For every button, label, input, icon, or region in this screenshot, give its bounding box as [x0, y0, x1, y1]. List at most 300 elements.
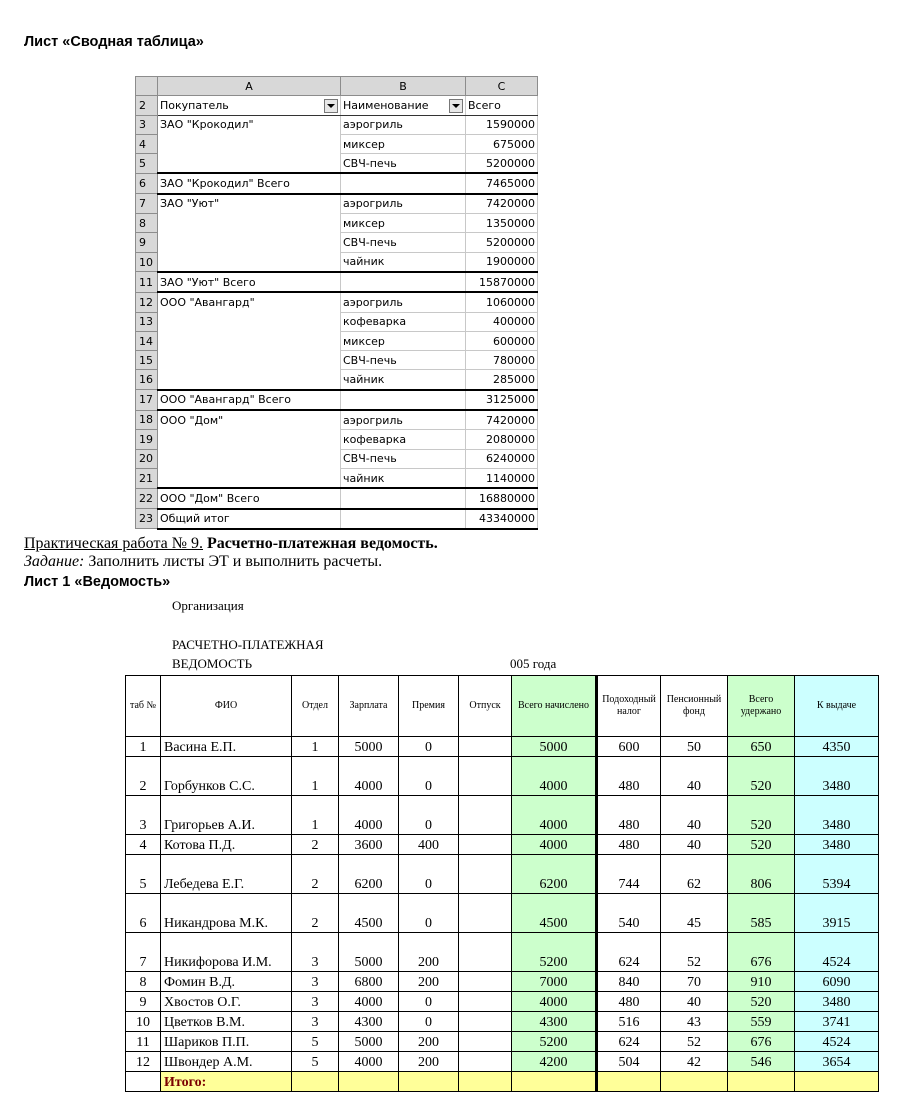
cell-zarplata[interactable]: 4000	[339, 757, 399, 796]
total-cell[interactable]	[512, 1072, 597, 1092]
cell-vsego-nachisleno[interactable]: 7000	[512, 972, 597, 992]
field-naimenovanie[interactable]	[341, 96, 466, 115]
cell-vsego[interactable]: 400000	[466, 312, 538, 331]
vedomost-title-line2: ВЕДОМОСТЬ	[172, 656, 253, 671]
cell-k-vydache[interactable]: 3741	[795, 1012, 879, 1032]
cell-k-vydache[interactable]: 4524	[795, 933, 879, 972]
cell-otpusk[interactable]	[459, 992, 512, 1012]
total-cell[interactable]	[661, 1072, 728, 1092]
pivot-row	[136, 449, 538, 468]
cell-premia[interactable]: 0	[399, 796, 459, 835]
cell-fio[interactable]: Лебедева Е.Г.	[161, 855, 292, 894]
pivot-row	[136, 331, 538, 350]
cell-pokupatel[interactable]	[158, 370, 341, 390]
cell-k-vydache[interactable]: 3480	[795, 835, 879, 855]
cell-vsego[interactable]: 43340000	[466, 509, 538, 529]
header-vsego-nachisleno[interactable]: Всего начислено	[512, 676, 597, 737]
cell-naimenovanie[interactable]: СВЧ-печь	[341, 449, 466, 468]
cell-tab[interactable]: 8	[126, 972, 161, 992]
cell-fio[interactable]: Фомин В.Д.	[161, 972, 292, 992]
cell-otdel[interactable]: 2	[292, 855, 339, 894]
total-cell[interactable]	[728, 1072, 795, 1092]
cell-zarplata[interactable]: 4000	[339, 1052, 399, 1072]
cell-vsego[interactable]: 600000	[466, 331, 538, 350]
field-vsego[interactable]: Всего	[466, 96, 538, 115]
cell-nalog[interactable]: 744	[597, 855, 661, 894]
cell-k-vydache[interactable]: 5394	[795, 855, 879, 894]
vedomost-row	[126, 1012, 879, 1032]
sheet-heading-pivot: Лист «Сводная таблица»	[24, 34, 204, 50]
cell-nalog[interactable]: 480	[597, 757, 661, 796]
row-number[interactable]: 15	[136, 351, 158, 370]
pivot-row	[136, 370, 538, 390]
row-number[interactable]: 19	[136, 430, 158, 449]
vedomost-row	[126, 1052, 879, 1072]
header-k-vydache[interactable]: К выдаче	[795, 676, 879, 737]
cell-vsego[interactable]: 2080000	[466, 430, 538, 449]
cell-nalog[interactable]: 624	[597, 1032, 661, 1052]
cell-vsego-uderzhano[interactable]: 520	[728, 757, 795, 796]
pivot-row	[136, 252, 538, 272]
header-fio[interactable]: ФИО	[161, 676, 292, 737]
cell-pokupatel[interactable]: ЗАО "Крокодил"	[158, 115, 341, 134]
pivot-row	[136, 312, 538, 331]
cell-otdel[interactable]: 1	[292, 796, 339, 835]
vedomost-row	[126, 933, 879, 972]
cell-vsego[interactable]: 16880000	[466, 488, 538, 508]
row-number[interactable]: 2	[136, 96, 158, 115]
dropdown-arrow-icon[interactable]	[324, 99, 338, 113]
cell-nalog[interactable]: 480	[597, 796, 661, 835]
corner-cell[interactable]	[136, 77, 158, 96]
cell-otpusk[interactable]	[459, 855, 512, 894]
cell-vsego-uderzhano[interactable]: 910	[728, 972, 795, 992]
header-tab[interactable]: таб №	[126, 676, 161, 737]
cell-premia[interactable]: 0	[399, 992, 459, 1012]
cell-pokupatel[interactable]: ЗАО "Уют"	[158, 194, 341, 214]
cell-pokupatel[interactable]	[158, 252, 341, 272]
cell-otdel[interactable]: 5	[292, 1052, 339, 1072]
row-number[interactable]: 11	[136, 272, 158, 292]
cell-k-vydache[interactable]: 4350	[795, 737, 879, 757]
cell-k-vydache[interactable]: 3480	[795, 796, 879, 835]
cell-vsego[interactable]: 3125000	[466, 390, 538, 410]
cell-vsego-nachisleno[interactable]: 6200	[512, 855, 597, 894]
cell-vsego-nachisleno[interactable]: 4300	[512, 1012, 597, 1032]
cell-pokupatel[interactable]	[158, 214, 341, 233]
header-nalog[interactable]: Подоходный налог	[597, 676, 661, 737]
pivot-row	[136, 410, 538, 430]
cell-vsego-nachisleno[interactable]: 5200	[512, 933, 597, 972]
cell-vsego[interactable]: 1350000	[466, 214, 538, 233]
cell-nalog[interactable]: 624	[597, 933, 661, 972]
cell-naimenovanie[interactable]	[341, 509, 466, 529]
cell-vsego[interactable]: 285000	[466, 370, 538, 390]
row-number[interactable]: 18	[136, 410, 158, 430]
cell-vsego[interactable]: 5200000	[466, 233, 538, 252]
cell-tab[interactable]: 11	[126, 1032, 161, 1052]
vedomost-row	[126, 972, 879, 992]
cell-otpusk[interactable]	[459, 1032, 512, 1052]
cell-naimenovanie[interactable]: аэрогриль	[341, 194, 466, 214]
pivot-row	[136, 154, 538, 174]
cell-tab[interactable]: 6	[126, 894, 161, 933]
cell-vsego-uderzhano[interactable]: 520	[728, 992, 795, 1012]
cell-vsego-uderzhano[interactable]: 546	[728, 1052, 795, 1072]
vedomost-row	[126, 796, 879, 835]
total-cell[interactable]	[597, 1072, 661, 1092]
col-header-a[interactable]: A	[158, 77, 341, 96]
cell-zarplata[interactable]: 5000	[339, 1032, 399, 1052]
cell-otpusk[interactable]	[459, 972, 512, 992]
cell-k-vydache[interactable]: 6090	[795, 972, 879, 992]
vedomost-table	[125, 675, 879, 1092]
cell-naimenovanie[interactable]: чайник	[341, 252, 466, 272]
cell-premia[interactable]: 0	[399, 757, 459, 796]
pivot-row	[136, 233, 538, 252]
cell-vsego[interactable]: 1590000	[466, 115, 538, 134]
vedomost-row	[126, 835, 879, 855]
row-number[interactable]: 5	[136, 154, 158, 174]
total-cell[interactable]	[292, 1072, 339, 1092]
row-number[interactable]: 8	[136, 214, 158, 233]
cell-pensionny-fond[interactable]: 40	[661, 992, 728, 1012]
cell-nalog[interactable]: 540	[597, 894, 661, 933]
cell-naimenovanie[interactable]: чайник	[341, 468, 466, 488]
cell-pensionny-fond[interactable]: 70	[661, 972, 728, 992]
row-number[interactable]: 9	[136, 233, 158, 252]
cell-naimenovanie[interactable]: кофеварка	[341, 430, 466, 449]
cell-vsego[interactable]: 6240000	[466, 449, 538, 468]
cell-otdel[interactable]: 5	[292, 1032, 339, 1052]
cell-vsego[interactable]: 5200000	[466, 154, 538, 174]
cell-vsego-nachisleno[interactable]: 4000	[512, 757, 597, 796]
row-number[interactable]: 10	[136, 252, 158, 272]
practical-work-task	[24, 553, 382, 571]
cell-naimenovanie[interactable]	[341, 488, 466, 508]
cell-pokupatel[interactable]	[158, 134, 341, 153]
cell-vsego[interactable]: 7420000	[466, 410, 538, 430]
cell-otdel[interactable]: 1	[292, 737, 339, 757]
cell-pokupatel[interactable]: ООО "Авангард"	[158, 292, 341, 312]
pivot-row	[136, 292, 538, 312]
cell-tab[interactable]: 10	[126, 1012, 161, 1032]
cell-fio[interactable]: Котова П.Д.	[161, 835, 292, 855]
cell-nalog[interactable]: 480	[597, 835, 661, 855]
cell-pensionny-fond[interactable]: 52	[661, 1032, 728, 1052]
cell-pokupatel[interactable]	[158, 312, 341, 331]
pivot-table	[135, 76, 538, 530]
vedomost-row	[126, 737, 879, 757]
field-label: Покупатель	[160, 98, 229, 112]
row-number[interactable]: 12	[136, 292, 158, 312]
cell-vsego-uderzhano[interactable]: 585	[728, 894, 795, 933]
cell-pensionny-fond[interactable]: 52	[661, 933, 728, 972]
header-vsego-uderzhano[interactable]: Всего удержано	[728, 676, 795, 737]
cell-naimenovanie[interactable]: чайник	[341, 370, 466, 390]
cell-vsego-uderzhano[interactable]: 806	[728, 855, 795, 894]
cell-pokupatel[interactable]: Общий итог	[158, 509, 341, 529]
cell-tab[interactable]: 2	[126, 757, 161, 796]
cell-nalog[interactable]: 480	[597, 992, 661, 1012]
cell-vsego-nachisleno[interactable]: 4000	[512, 796, 597, 835]
cell-pokupatel[interactable]	[158, 430, 341, 449]
row-number[interactable]: 3	[136, 115, 158, 134]
task-text: Заполнить листы ЭТ и выполнить расчеты.	[84, 553, 383, 570]
cell-pensionny-fond[interactable]: 50	[661, 737, 728, 757]
row-number[interactable]: 22	[136, 488, 158, 508]
cell-vsego-uderzhano[interactable]: 650	[728, 737, 795, 757]
cell-pensionny-fond[interactable]: 40	[661, 796, 728, 835]
header-pensionny-fond[interactable]: Пенсионный фонд	[661, 676, 728, 737]
total-cell[interactable]	[399, 1072, 459, 1092]
cell-otdel[interactable]: 2	[292, 894, 339, 933]
col-header-b[interactable]: B	[341, 77, 466, 96]
cell-tab[interactable]: 9	[126, 992, 161, 1012]
cell-naimenovanie[interactable]	[341, 390, 466, 410]
total-cell[interactable]	[339, 1072, 399, 1092]
organization-label: Организация	[172, 598, 244, 613]
practical-work-name: Расчетно-платежная ведомость.	[203, 535, 438, 552]
practical-work-number: Практическая работа № 9.	[24, 535, 203, 552]
cell-naimenovanie[interactable]	[341, 173, 466, 193]
vedomost-row	[126, 757, 879, 796]
cell-tab[interactable]	[126, 1072, 161, 1092]
cell-tab[interactable]: 12	[126, 1052, 161, 1072]
row-number[interactable]: 21	[136, 468, 158, 488]
cell-naimenovanie[interactable]: аэрогриль	[341, 292, 466, 312]
cell-vsego-uderzhano[interactable]: 520	[728, 835, 795, 855]
cell-zarplata[interactable]: 5000	[339, 933, 399, 972]
row-number[interactable]: 4	[136, 134, 158, 153]
row-number[interactable]: 20	[136, 449, 158, 468]
total-cell[interactable]	[459, 1072, 512, 1092]
cell-tab[interactable]: 3	[126, 796, 161, 835]
cell-pensionny-fond[interactable]: 43	[661, 1012, 728, 1032]
cell-vsego[interactable]: 15870000	[466, 272, 538, 292]
cell-nalog[interactable]: 600	[597, 737, 661, 757]
row-number[interactable]: 13	[136, 312, 158, 331]
cell-fio[interactable]: Швондер А.М.	[161, 1052, 292, 1072]
cell-premia[interactable]: 0	[399, 737, 459, 757]
header-zarplata[interactable]: Зарплата	[339, 676, 399, 737]
cell-vsego[interactable]: 7465000	[466, 173, 538, 193]
cell-nalog[interactable]: 840	[597, 972, 661, 992]
cell-pensionny-fond[interactable]: 40	[661, 835, 728, 855]
cell-premia[interactable]: 0	[399, 855, 459, 894]
cell-vsego[interactable]: 7420000	[466, 194, 538, 214]
cell-naimenovanie[interactable]: кофеварка	[341, 312, 466, 331]
vedomost-row	[126, 992, 879, 1012]
cell-fio[interactable]: Никандрова М.К.	[161, 894, 292, 933]
cell-fio[interactable]: Хвостов О.Г.	[161, 992, 292, 1012]
cell-k-vydache[interactable]: 3480	[795, 992, 879, 1012]
vedomost-row	[126, 855, 879, 894]
pivot-row	[136, 272, 538, 292]
cell-premia[interactable]: 200	[399, 1052, 459, 1072]
cell-vsego-nachisleno[interactable]: 5200	[512, 1032, 597, 1052]
cell-pokupatel[interactable]	[158, 351, 341, 370]
cell-fio[interactable]: Никифорова И.М.	[161, 933, 292, 972]
cell-pokupatel[interactable]	[158, 468, 341, 488]
cell-otdel[interactable]: 3	[292, 992, 339, 1012]
cell-tab[interactable]: 4	[126, 835, 161, 855]
cell-otpusk[interactable]	[459, 894, 512, 933]
row-number[interactable]: 16	[136, 370, 158, 390]
pivot-row	[136, 488, 538, 508]
cell-naimenovanie[interactable]: миксер	[341, 331, 466, 350]
cell-zarplata[interactable]: 6200	[339, 855, 399, 894]
cell-zarplata[interactable]: 3600	[339, 835, 399, 855]
cell-vsego-nachisleno[interactable]: 4000	[512, 835, 597, 855]
total-label: Итого:	[161, 1072, 292, 1092]
cell-otdel[interactable]: 3	[292, 972, 339, 992]
cell-pokupatel[interactable]	[158, 449, 341, 468]
cell-otpusk[interactable]	[459, 1052, 512, 1072]
cell-otpusk[interactable]	[459, 796, 512, 835]
cell-otpusk[interactable]	[459, 835, 512, 855]
vedomost-year: 005 года	[510, 656, 557, 671]
pivot-row	[136, 509, 538, 529]
vedomost-title-line1: РАСЧЕТНО-ПЛАТЕЖНАЯ	[172, 637, 324, 652]
cell-vsego[interactable]: 1900000	[466, 252, 538, 272]
cell-otdel[interactable]: 2	[292, 835, 339, 855]
cell-pokupatel[interactable]: ООО "Дом" Всего	[158, 488, 341, 508]
cell-otpusk[interactable]	[459, 757, 512, 796]
row-number[interactable]: 6	[136, 173, 158, 193]
cell-otdel[interactable]: 3	[292, 1012, 339, 1032]
cell-otpusk[interactable]	[459, 1012, 512, 1032]
cell-pokupatel[interactable]	[158, 154, 341, 174]
cell-pensionny-fond[interactable]: 62	[661, 855, 728, 894]
pivot-header-row	[136, 96, 538, 115]
cell-pokupatel[interactable]: ЗАО "Уют" Всего	[158, 272, 341, 292]
cell-premia[interactable]: 200	[399, 1032, 459, 1052]
cell-otpusk[interactable]	[459, 737, 512, 757]
cell-premia[interactable]: 200	[399, 933, 459, 972]
cell-naimenovanie[interactable]: аэрогриль	[341, 115, 466, 134]
cell-tab[interactable]: 1	[126, 737, 161, 757]
cell-fio[interactable]: Горбунков С.С.	[161, 757, 292, 796]
cell-zarplata[interactable]: 4000	[339, 992, 399, 1012]
cell-pokupatel[interactable]: ООО "Авангард" Всего	[158, 390, 341, 410]
row-number[interactable]: 17	[136, 390, 158, 410]
cell-premia[interactable]: 0	[399, 1012, 459, 1032]
field-pokupatel[interactable]	[158, 96, 341, 115]
total-cell[interactable]	[795, 1072, 879, 1092]
cell-naimenovanie[interactable]: СВЧ-печь	[341, 233, 466, 252]
row-number[interactable]: 7	[136, 194, 158, 214]
vedomost-row	[126, 1032, 879, 1052]
cell-k-vydache[interactable]: 3654	[795, 1052, 879, 1072]
cell-otdel[interactable]: 3	[292, 933, 339, 972]
cell-naimenovanie[interactable]: миксер	[341, 134, 466, 153]
column-header-row	[136, 77, 538, 96]
pivot-row	[136, 468, 538, 488]
row-number[interactable]: 14	[136, 331, 158, 350]
cell-nalog[interactable]: 516	[597, 1012, 661, 1032]
dropdown-arrow-icon[interactable]	[449, 99, 463, 113]
cell-vsego-nachisleno[interactable]: 4200	[512, 1052, 597, 1072]
cell-vsego[interactable]: 675000	[466, 134, 538, 153]
cell-naimenovanie[interactable]: аэрогриль	[341, 410, 466, 430]
cell-k-vydache[interactable]: 3915	[795, 894, 879, 933]
cell-fio[interactable]: Шариков П.П.	[161, 1032, 292, 1052]
cell-vsego-nachisleno[interactable]: 4500	[512, 894, 597, 933]
field-label: Наименование	[343, 98, 429, 112]
cell-naimenovanie[interactable]: миксер	[341, 214, 466, 233]
pivot-row	[136, 430, 538, 449]
cell-vsego[interactable]: 1140000	[466, 468, 538, 488]
cell-zarplata[interactable]: 5000	[339, 737, 399, 757]
cell-fio[interactable]: Григорьев А.И.	[161, 796, 292, 835]
cell-otpusk[interactable]	[459, 933, 512, 972]
cell-pokupatel[interactable]: ЗАО "Крокодил" Всего	[158, 173, 341, 193]
sheet-heading-vedomost: Лист 1 «Ведомость»	[24, 574, 171, 590]
task-label: Задание:	[24, 553, 85, 570]
pivot-row	[136, 173, 538, 193]
cell-vsego-nachisleno[interactable]: 4000	[512, 992, 597, 1012]
cell-premia[interactable]: 200	[399, 972, 459, 992]
cell-fio[interactable]: Цветков В.М.	[161, 1012, 292, 1032]
header-otdel[interactable]: Отдел	[292, 676, 339, 737]
cell-naimenovanie[interactable]	[341, 272, 466, 292]
cell-vsego-uderzhano[interactable]: 559	[728, 1012, 795, 1032]
cell-nalog[interactable]: 504	[597, 1052, 661, 1072]
cell-pokupatel[interactable]: ООО "Дом"	[158, 410, 341, 430]
cell-vsego[interactable]: 780000	[466, 351, 538, 370]
cell-premia[interactable]: 400	[399, 835, 459, 855]
row-number[interactable]: 23	[136, 509, 158, 529]
cell-vsego[interactable]: 1060000	[466, 292, 538, 312]
cell-pokupatel[interactable]	[158, 331, 341, 350]
cell-otdel[interactable]: 1	[292, 757, 339, 796]
cell-pokupatel[interactable]	[158, 233, 341, 252]
cell-zarplata[interactable]: 4000	[339, 796, 399, 835]
cell-pensionny-fond[interactable]: 40	[661, 757, 728, 796]
cell-tab[interactable]: 7	[126, 933, 161, 972]
pivot-row	[136, 214, 538, 233]
cell-vsego-uderzhano[interactable]: 520	[728, 796, 795, 835]
pivot-row	[136, 390, 538, 410]
pivot-row	[136, 115, 538, 134]
header-premia[interactable]: Премия	[399, 676, 459, 737]
cell-k-vydache[interactable]: 3480	[795, 757, 879, 796]
header-otpusk[interactable]: Отпуск	[459, 676, 512, 737]
vedomost-total-row	[126, 1072, 879, 1092]
cell-fio[interactable]: Васина Е.П.	[161, 737, 292, 757]
cell-vsego-nachisleno[interactable]: 5000	[512, 737, 597, 757]
cell-naimenovanie[interactable]: СВЧ-печь	[341, 154, 466, 174]
practical-work-title	[24, 535, 438, 553]
pivot-row	[136, 134, 538, 153]
vedomost-header-row	[126, 676, 879, 737]
cell-pensionny-fond[interactable]: 42	[661, 1052, 728, 1072]
col-header-c[interactable]: C	[466, 77, 538, 96]
cell-zarplata[interactable]: 4500	[339, 894, 399, 933]
cell-vsego-uderzhano[interactable]: 676	[728, 933, 795, 972]
pivot-row	[136, 194, 538, 214]
cell-k-vydache[interactable]: 4524	[795, 1032, 879, 1052]
cell-zarplata[interactable]: 4300	[339, 1012, 399, 1032]
cell-tab[interactable]: 5	[126, 855, 161, 894]
vedomost-row	[126, 894, 879, 933]
cell-zarplata[interactable]: 6800	[339, 972, 399, 992]
cell-naimenovanie[interactable]: СВЧ-печь	[341, 351, 466, 370]
cell-premia[interactable]: 0	[399, 894, 459, 933]
cell-pensionny-fond[interactable]: 45	[661, 894, 728, 933]
cell-vsego-uderzhano[interactable]: 676	[728, 1032, 795, 1052]
